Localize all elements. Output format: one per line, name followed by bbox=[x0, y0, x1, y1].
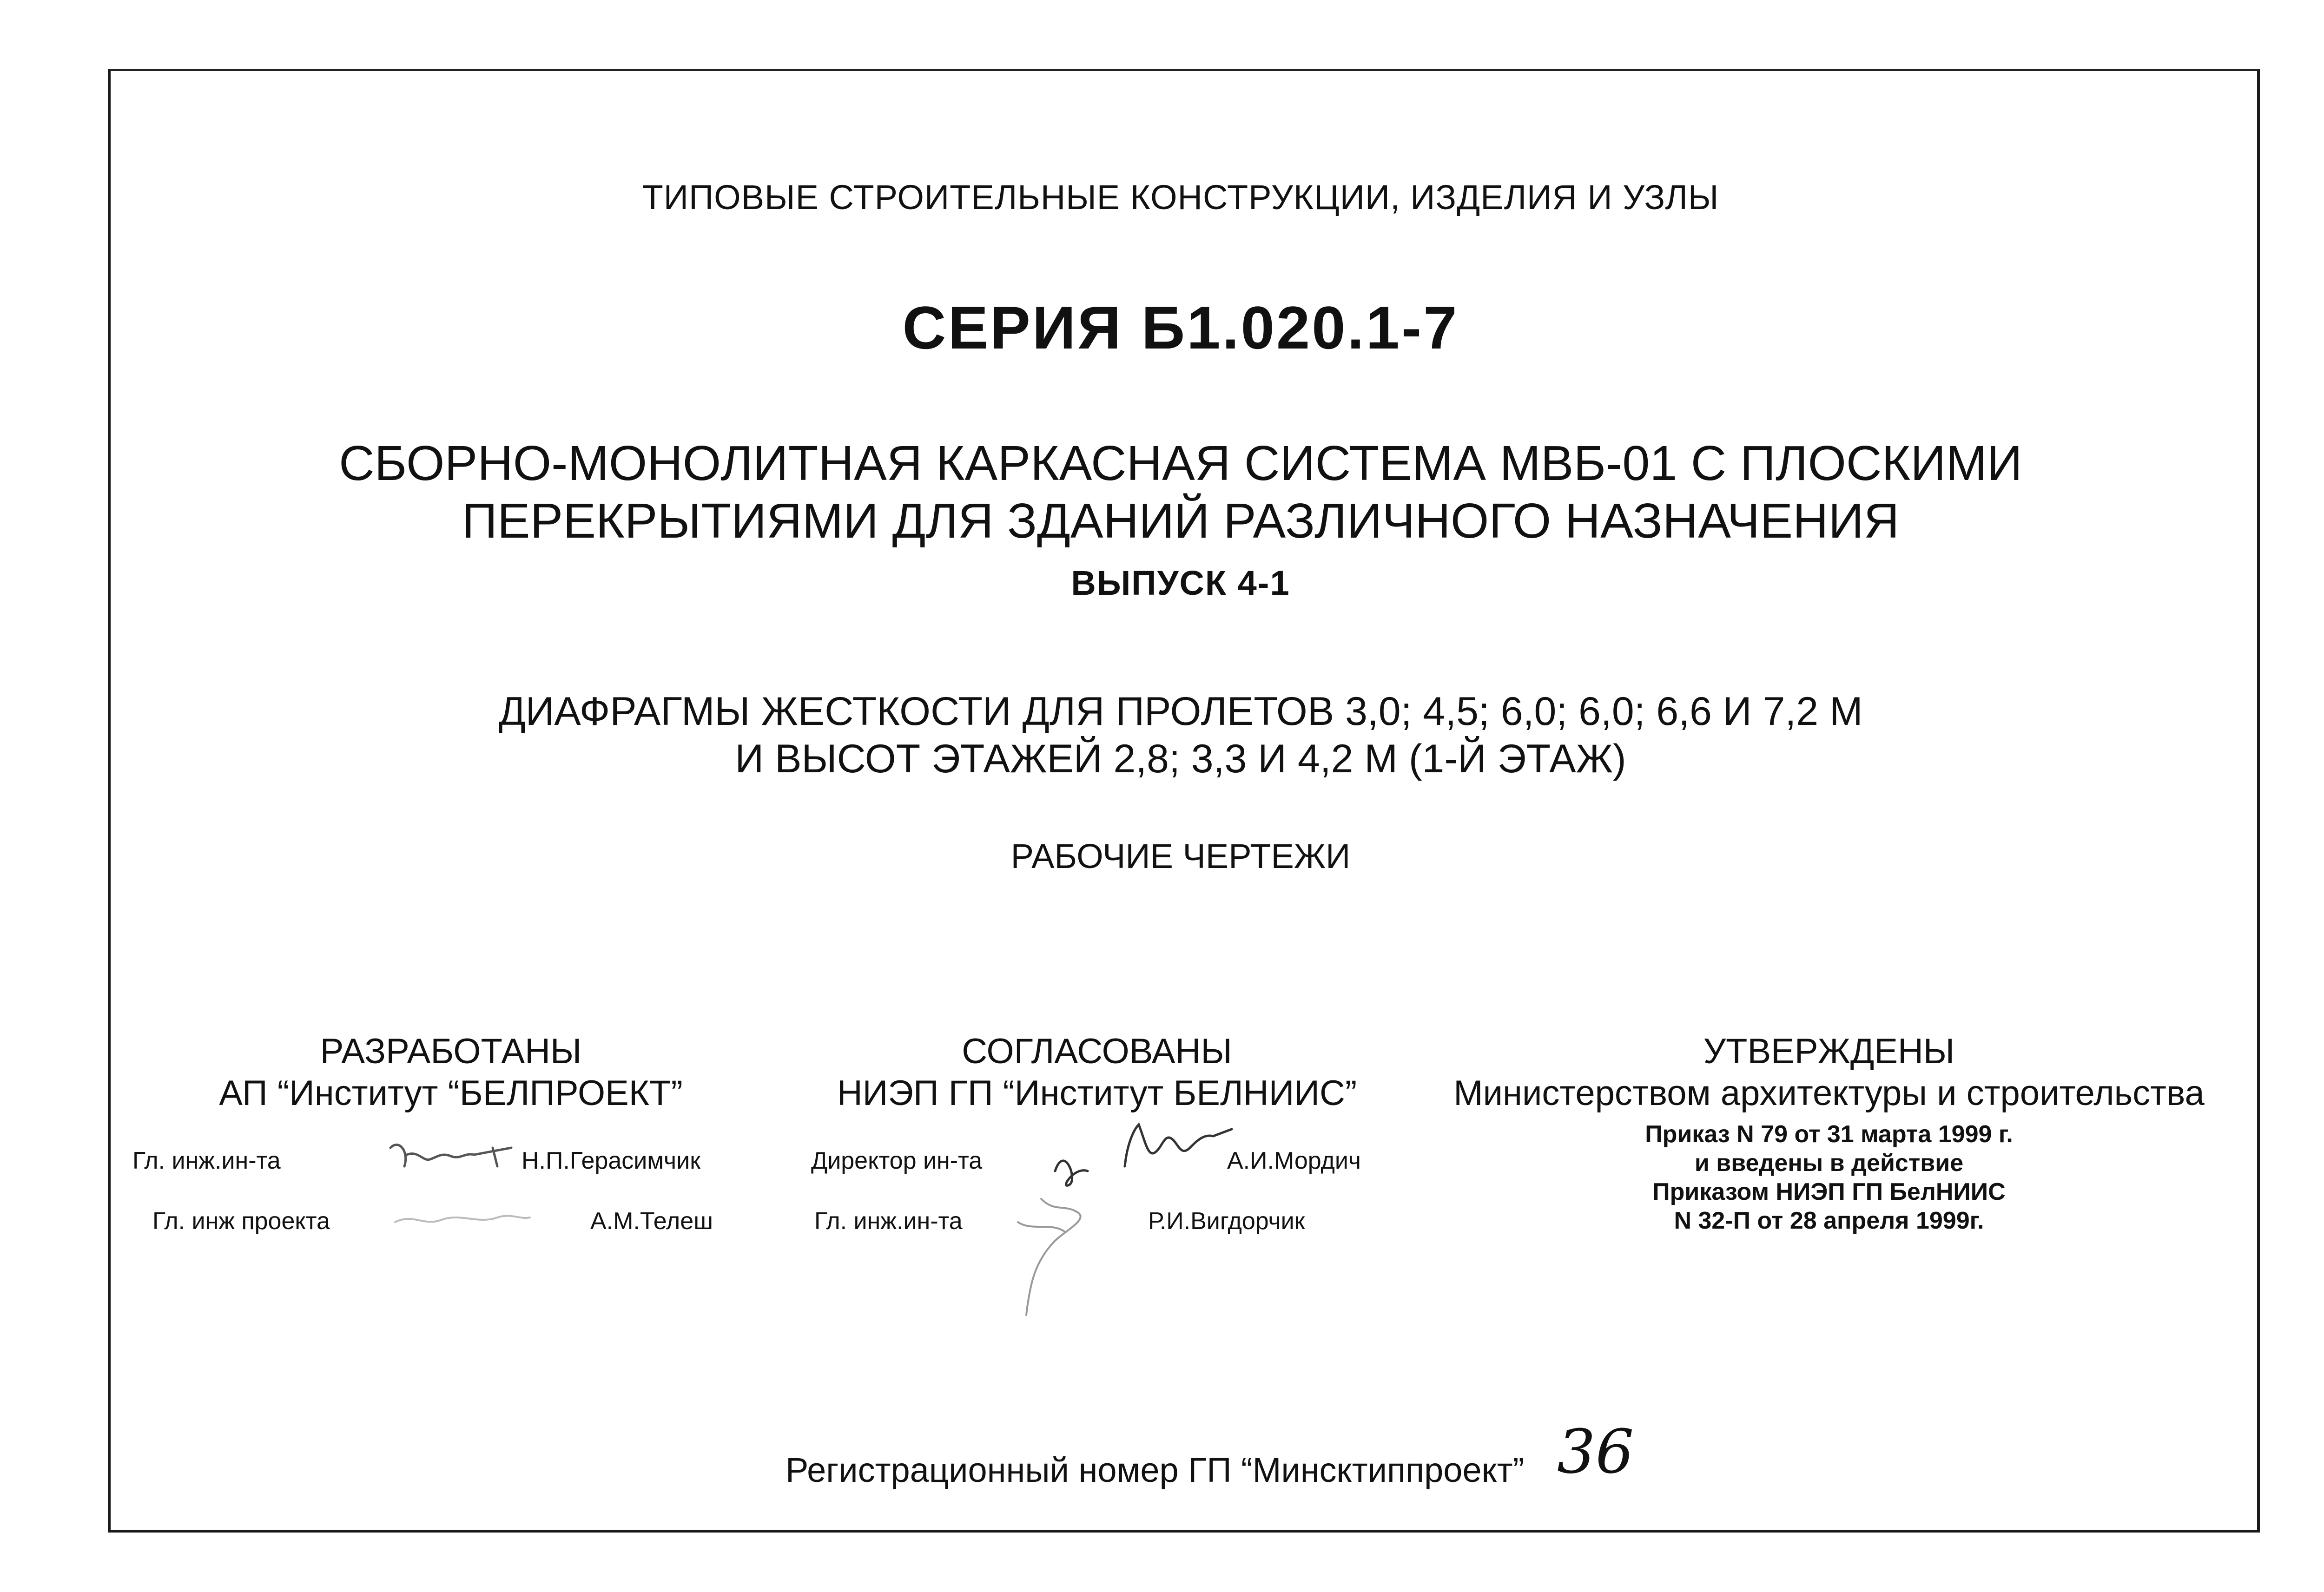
approval-order bbox=[1404, 1120, 2254, 1235]
series-title: СЕРИЯ Б1.020.1-7 bbox=[902, 294, 1459, 362]
system-title-line2: ПЕРЕКРЫТИЯМИ ДЛЯ ЗДАНИЙ РАЗЛИЧНОГО НАЗНАЧЕНИЯ bbox=[462, 493, 1900, 548]
agreed-org: НИЭП ГП “Институт БЕЛНИИС” bbox=[837, 1073, 1357, 1113]
approval-order-line2: и введены в действие bbox=[1694, 1150, 1964, 1177]
signature-mordich bbox=[1046, 1115, 1241, 1190]
registration-line bbox=[786, 1416, 1634, 1496]
agreed-sig2-role: Гл. инж.ин-та bbox=[814, 1208, 963, 1235]
developed-sig1-name: Н.П.Герасимчик bbox=[522, 1147, 700, 1174]
signature-gerasimchik bbox=[386, 1134, 521, 1185]
developed-org: АП “Институт “БЕЛПРОЕКТ” bbox=[219, 1073, 683, 1113]
page-frame bbox=[108, 69, 2260, 1533]
agreed-sig1-role: Директор ин-та bbox=[811, 1147, 983, 1174]
approval-order-line1: Приказ N 79 от 31 марта 1999 г. bbox=[1645, 1121, 2013, 1148]
developed-heading: РАЗРАБОТАНЫ bbox=[320, 1032, 582, 1071]
agreed-sig1-name: А.И.Мордич bbox=[1227, 1147, 1361, 1174]
approval-order-line4: N 32-П от 28 апреля 1999г. bbox=[1674, 1207, 1984, 1234]
agreed-heading: СОГЛАСОВАНЫ bbox=[962, 1032, 1232, 1071]
registration-number: 36 bbox=[1557, 1416, 1634, 1487]
signature-telesh bbox=[386, 1194, 535, 1236]
registration-label: Регистрационный номер ГП “Минсктиппроект” bbox=[786, 1451, 1525, 1489]
approved-org: Министерством архитектуры и строительства bbox=[1453, 1073, 2205, 1113]
agreed-sig2-name: Р.И.Вигдорчик bbox=[1148, 1208, 1305, 1235]
diaphragms-line1: ДИАФРАГМЫ ЖЕСТКОСТИ ДЛЯ ПРОЛЕТОВ 3,0; 4,5; 6,0; 6,0; 6,6 И 7,2 М bbox=[498, 689, 1863, 734]
work-drawings-label: РАБОЧИЕ ЧЕРТЕЖИ bbox=[1010, 837, 1351, 875]
approved-heading: УТВЕРЖДЕНЫ bbox=[1703, 1032, 1955, 1071]
issue-number: ВЫПУСК 4-1 bbox=[1071, 564, 1290, 602]
diaphragms-line2: И ВЫСОТ ЭТАЖЕЙ 2,8; 3,3 И 4,2 М (1-Й ЭТАЖ) bbox=[735, 737, 1626, 781]
developed-sig2-role: Гл. инж проекта bbox=[152, 1208, 330, 1235]
developed-sig2-name: А.М.Телеш bbox=[590, 1208, 713, 1235]
agreed-block bbox=[790, 1031, 1404, 1114]
system-title-line1: СБОРНО-МОНОЛИТНАЯ КАРКАСНАЯ СИСТЕМА МВБ-01 С ПЛОСКИМИ bbox=[339, 436, 2022, 491]
developed-block bbox=[167, 1031, 734, 1114]
approval-order-line3: Приказом НИЭП ГП БелНИИС bbox=[1652, 1178, 2006, 1205]
signature-vigdorchik bbox=[971, 1194, 1125, 1320]
approved-block bbox=[1404, 1031, 2254, 1114]
system-title bbox=[0, 434, 2324, 550]
doc-category: ТИПОВЫЕ СТРОИТЕЛЬНЫЕ КОНСТРУКЦИИ, ИЗДЕЛИЯ И УЗЛЫ bbox=[642, 178, 1719, 217]
developed-sig1-role: Гл. инж.ин-та bbox=[132, 1147, 281, 1174]
diaphragms-title bbox=[0, 688, 2324, 783]
